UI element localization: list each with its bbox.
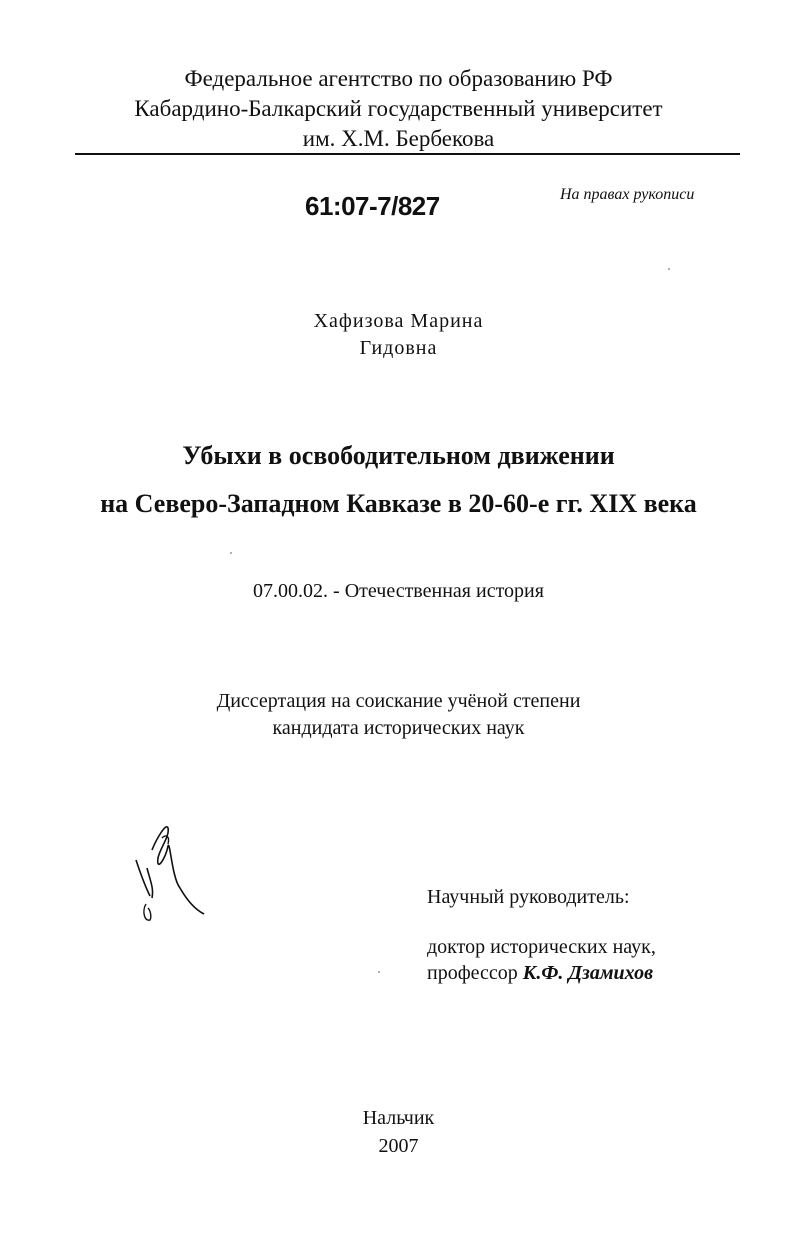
supervisor-title-line [427, 960, 656, 986]
supervisor-position: профессор [427, 962, 518, 984]
author-block [0, 308, 797, 362]
supervisor-label: Научный руководитель: [427, 886, 630, 908]
supervisor-degree: доктор исторических наук, [427, 936, 656, 958]
header-divider [75, 153, 740, 155]
supervisor-name: К.Ф. Дзамихов [522, 962, 654, 984]
scan-speck [230, 552, 232, 554]
title-line-2: на Северо-Западном Кавказе в 20-60-е гг. XIX века [100, 489, 697, 518]
scan-speck [378, 971, 380, 973]
degree-line-2: кандидата исторических наук [272, 717, 525, 739]
degree-line-1: Диссертация на соискание учёной степени [216, 690, 581, 712]
handwritten-signature [132, 818, 212, 928]
footer-block [0, 1104, 797, 1160]
city: Нальчик [362, 1107, 435, 1129]
header-block [0, 64, 797, 154]
library-code: 61:07-7/827 [305, 191, 440, 221]
year: 2007 [378, 1135, 419, 1157]
author-name: Хафизова Марина [313, 310, 484, 332]
manuscript-rights-note: На правах рукописи [560, 186, 695, 203]
supervisor-block [427, 934, 656, 986]
university-namesake: им. Х.М. Бербекова [302, 126, 495, 151]
title-line-1: Убыхи в освободительном движении [182, 441, 615, 470]
agency-name: Федеральное агентство по образованию РФ [184, 66, 613, 91]
dissertation-title [0, 432, 797, 528]
scan-speck [668, 268, 670, 270]
author-patronymic: Гидовна [359, 337, 438, 359]
specialty-code: 07.00.02. - Отечественная история [253, 580, 544, 602]
degree-block [0, 688, 797, 742]
university-name: Кабардино-Балкарский государственный университет [134, 96, 663, 121]
